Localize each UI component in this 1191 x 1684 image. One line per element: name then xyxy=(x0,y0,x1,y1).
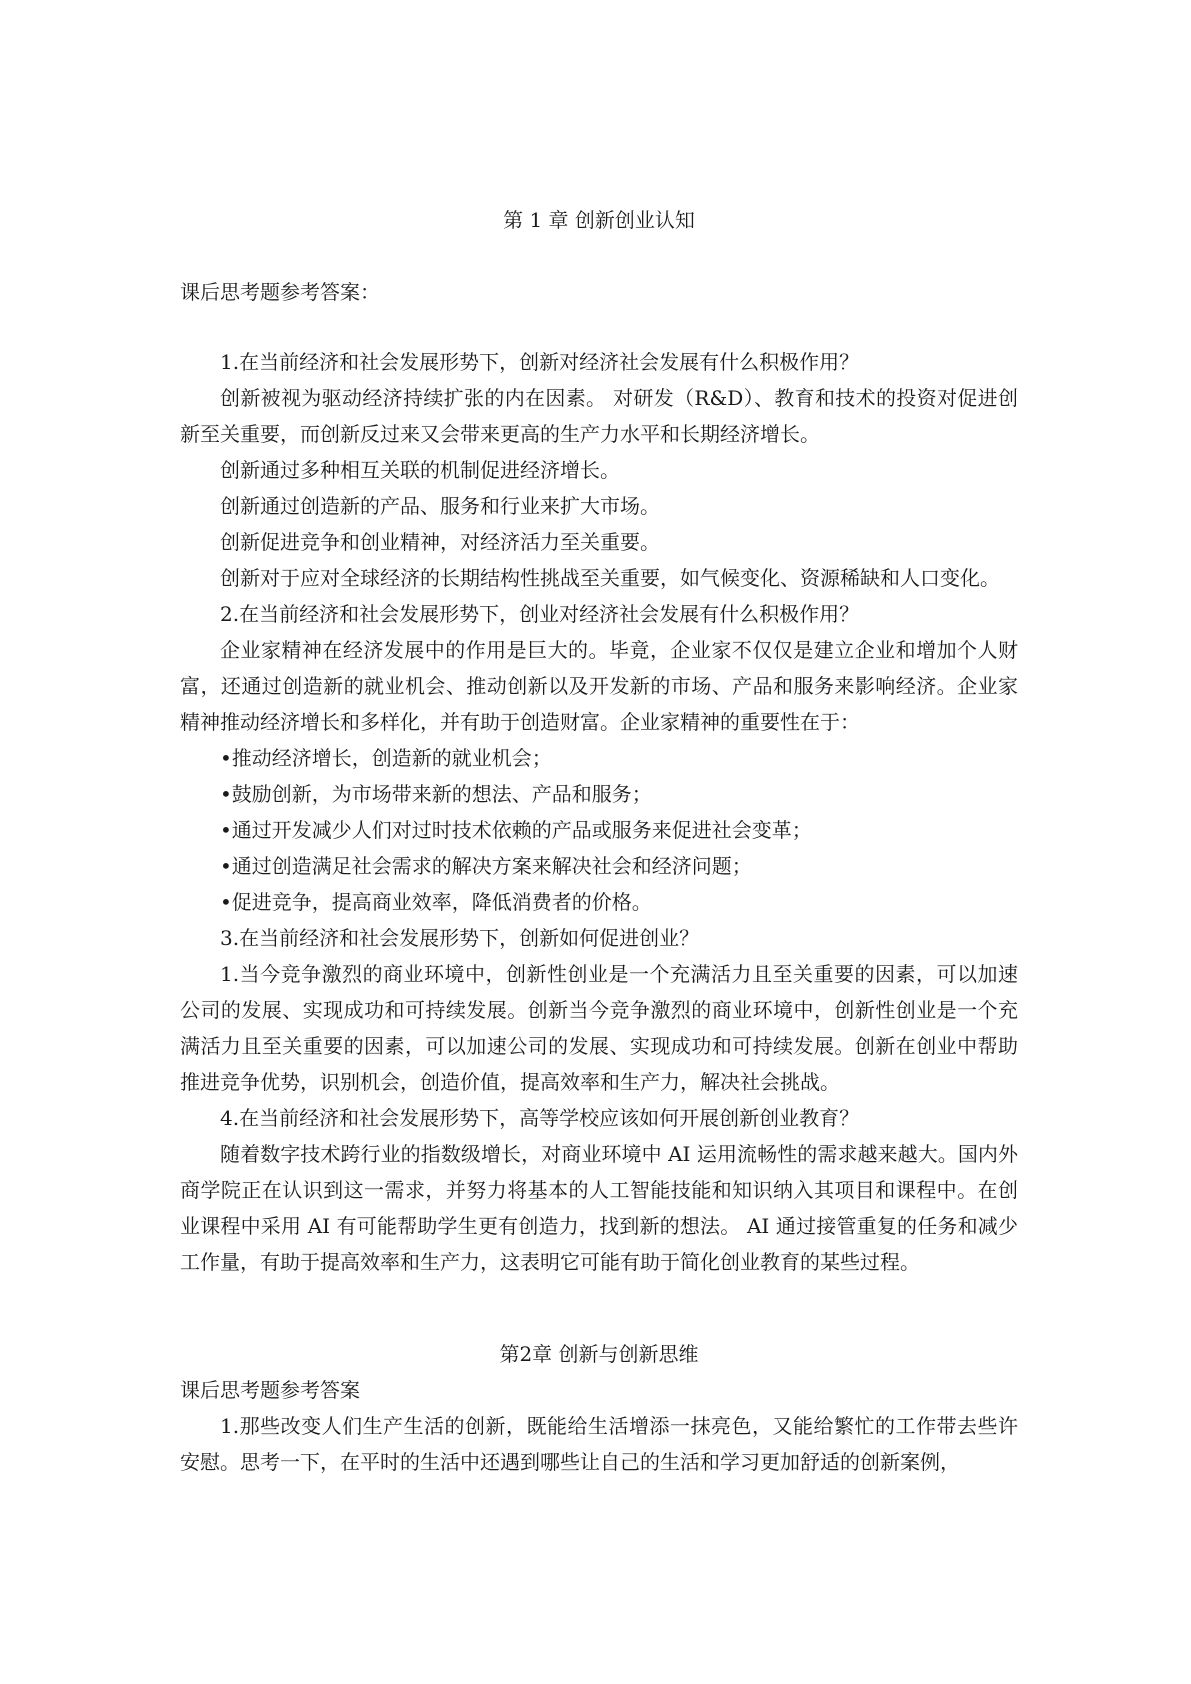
chapter-2-answers-label: 课后思考题参考答案 xyxy=(180,1378,360,1402)
page-content xyxy=(180,202,1018,1480)
q4-answer-paragraph: 随着数字技术跨行业的指数级增长，对商业环境中 AI 运用流畅性的需求越来越大。国内外商学院正在认识到这一需求，并努力将基本的人工智能技能和知识纳入其项目和课程中。在创业课程中采用 AI 有可能帮助学生更有创造力，找到新的想法。 AI 通过接管重复的任务和减少工作量，有助于提高效率和生产力，这表明它可能有助于简化创业教育的某些过程。 xyxy=(180,1142,1018,1274)
chapter-1-answers-label: 课后思考题参考答案： xyxy=(180,280,380,304)
chapter-1-question-4: 4.在当前经济和社会发展形势下，高等学校应该如何开展创新创业教育？ xyxy=(220,1106,860,1130)
chapter-1-title: 第 1 章 创新创业认知 xyxy=(503,208,695,232)
chapter-2-title: 第2章 创新与创新思维 xyxy=(499,1342,699,1366)
q2-bullet-item: •通过开发减少人们对过时技术依赖的产品或服务来促进社会变革； xyxy=(220,818,812,842)
q2-bullet-item: •鼓励创新，为市场带来新的想法、产品和服务； xyxy=(220,782,652,806)
q2-answer-intro: 企业家精神在经济发展中的作用是巨大的。毕竟，企业家不仅仅是建立企业和增加个人财富，还通过创造新的就业机会、推动创新以及开发新的市场、产品和服务来影响经济。企业家精神推动经济增长和多样化，并有助于创造财富。企业家精神的重要性在于： xyxy=(180,638,1018,734)
q2-bullet-item: •促进竞争，提高商业效率，降低消费者的价格。 xyxy=(220,890,652,914)
chapter-1-question-1: 1.在当前经济和社会发展形势下，创新对经济社会发展有什么积极作用？ xyxy=(220,350,860,374)
q2-bullet-item: •推动经济增长，创造新的就业机会； xyxy=(220,746,552,770)
q1-answer-paragraph: 创新促进竞争和创业精神，对经济活力至关重要。 xyxy=(220,530,660,554)
chapter-1-question-3: 3.在当前经济和社会发展形势下，创新如何促进创业？ xyxy=(220,926,700,950)
q1-answer-paragraph: 创新被视为驱动经济持续扩张的内在因素。 对研发（R&D）、教育和技术的投资对促进创新至关重要，而创新反过来又会带来更高的生产力水平和长期经济增长。 xyxy=(180,386,1018,446)
q2-bullet-item: •通过创造满足社会需求的解决方案来解决社会和经济问题； xyxy=(220,854,752,878)
chapter-1-question-2: 2.在当前经济和社会发展形势下，创业对经济社会发展有什么积极作用？ xyxy=(220,602,860,626)
q1-answer-paragraph: 创新对于应对全球经济的长期结构性挑战至关重要，如气候变化、资源稀缺和人口变化。 xyxy=(220,566,1000,590)
chapter-2-question-1: 1.那些改变人们生产生活的创新，既能给生活增添一抹亮色，又能给繁忙的工作带去些许安慰。思考一下，在平时的生活中还遇到哪些让自己的生活和学习更加舒适的创新案例， xyxy=(180,1414,1018,1474)
q3-answer-paragraph: 1.当今竞争激烈的商业环境中，创新性创业是一个充满活力且至关重要的因素，可以加速公司的发展、实现成功和可持续发展。创新当今竞争激烈的商业环境中，创新性创业是一个充满活力且至关重要的因素，可以加速公司的发展、实现成功和可持续发展。创新在创业中帮助推进竞争优势，识别机会，创造价值，提高效率和生产力，解决社会挑战。 xyxy=(180,962,1018,1094)
q1-answer-paragraph: 创新通过创造新的产品、服务和行业来扩大市场。 xyxy=(220,494,660,518)
q1-answer-paragraph: 创新通过多种相互关联的机制促进经济增长。 xyxy=(220,458,620,482)
